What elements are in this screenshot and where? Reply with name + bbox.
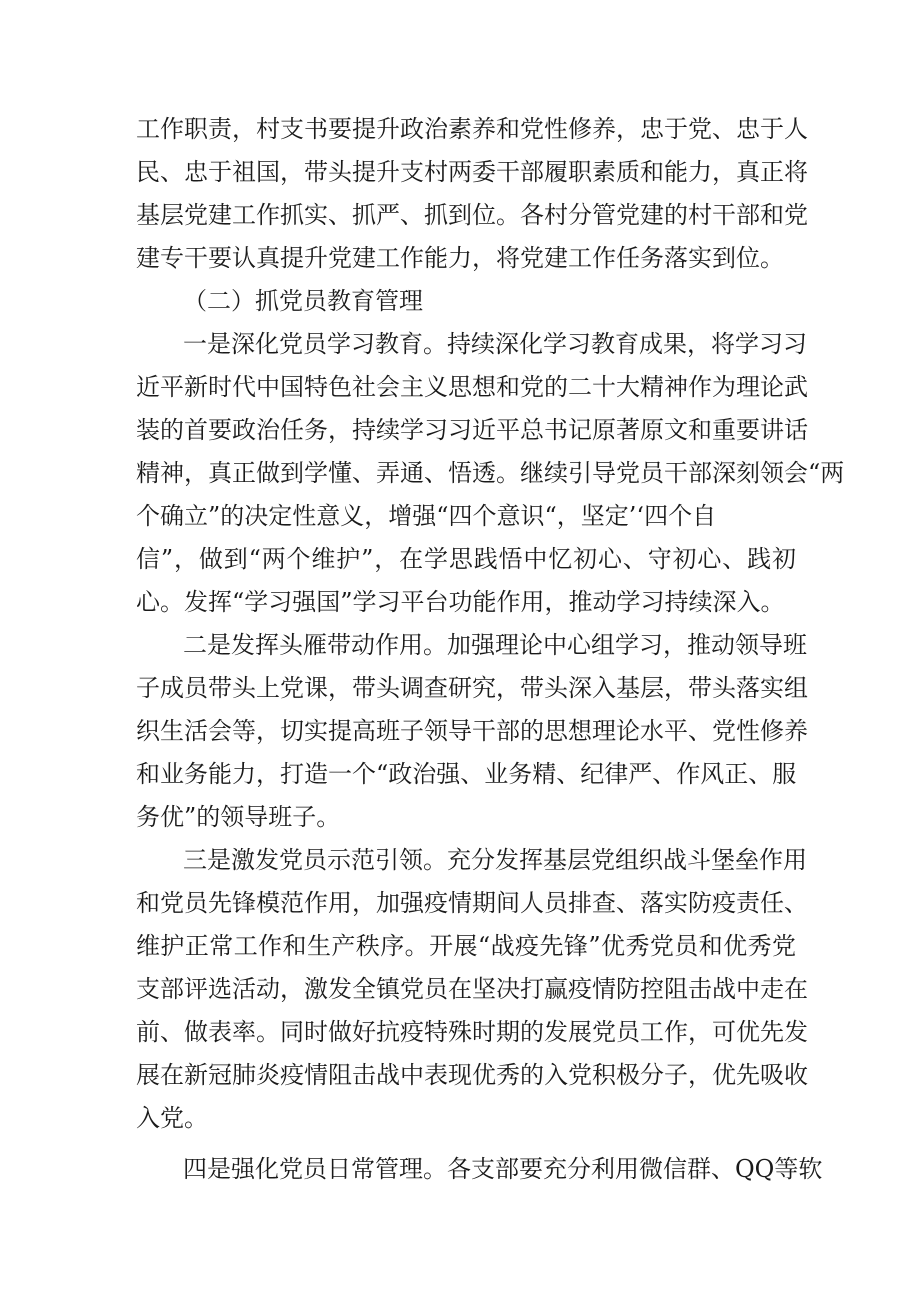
paragraph-line: 四是强化党员日常管理。各支部要充分利用微信群、QQ等软 bbox=[183, 1155, 823, 1183]
paragraph-line: 支部评选活动，激发全镇党员在坚决打赢疫情防控阻击战中走在 bbox=[136, 975, 808, 1003]
paragraph-line: 和党员先锋模范作用，加强疫情期间人员排查、落实防疫责任、 bbox=[136, 889, 808, 917]
paragraph-line: 织生活会等，切实提高班子领导干部的思想理论水平、党性修养 bbox=[136, 717, 808, 745]
paragraph-line: 和业务能力，打造一个“政治强、业务精、纪律严、作风正、服 bbox=[136, 760, 797, 788]
paragraph-line: 建专干要认真提升党建工作能力，将党建工作任务落实到位。 bbox=[136, 244, 784, 272]
paragraph-line: 一是深化党员学习教育。持续深化学习教育成果，将学习习 bbox=[183, 330, 807, 358]
paragraph-line: 务优”的领导班子。 bbox=[136, 803, 341, 831]
paragraph-line: 三是激发党员示范引领。充分发挥基层党组织战斗堡垒作用 bbox=[183, 846, 807, 874]
paragraph-line: 维护正常工作和生产秩序。开展“战疫先锋”优秀党员和优秀党 bbox=[136, 932, 796, 960]
paragraph-line: 前、做表率。同时做好抗疫特殊时期的发展党员工作，可优先发 bbox=[136, 1018, 808, 1046]
paragraph-line: 民、忠于祖国，带头提升支村两委干部履职素质和能力，真正将 bbox=[136, 158, 808, 186]
paragraph-line: 工作职责，村支书要提升政治素养和党性修养，忠于党、忠于人 bbox=[136, 115, 808, 143]
paragraph-line: 个确立”的决定性意义，增强“四个意识“，坚定’‘四个自 bbox=[136, 502, 717, 530]
paragraph-line: 二是发挥头雁带动作用。加强理论中心组学习，推动领导班 bbox=[183, 631, 807, 659]
paragraph-line: 展在新冠肺炎疫情阻击战中表现优秀的入党积极分子，优先吸收 bbox=[136, 1061, 808, 1089]
paragraph-line: 信”，做到“两个维护”，在学思践悟中忆初心、守初心、践初 bbox=[136, 545, 796, 573]
paragraph-line: 心。发挥“学习强国”学习平台功能作用，推动学习持续深入。 bbox=[136, 588, 785, 616]
paragraph-line: 子成员带头上党课，带头调查研究，带头深入基层，带头落实组 bbox=[136, 674, 808, 702]
paragraph-line: 基层党建工作抓实、抓严、抓到位。各村分管党建的村干部和党 bbox=[136, 201, 808, 229]
paragraph-line: 近平新时代中国特色社会主义思想和党的二十大精神作为理论武 bbox=[136, 373, 808, 401]
paragraph-line: 精神，真正做到学懂、弄通、悟透。继续引导党员干部深刻领会“两 bbox=[136, 459, 845, 487]
section-heading: （二）抓党员教育管理 bbox=[183, 287, 423, 315]
paragraph-line: 装的首要政治任务，持续学习习近平总书记原著原文和重要讲话 bbox=[136, 416, 808, 444]
paragraph-line: 入党。 bbox=[136, 1104, 208, 1132]
